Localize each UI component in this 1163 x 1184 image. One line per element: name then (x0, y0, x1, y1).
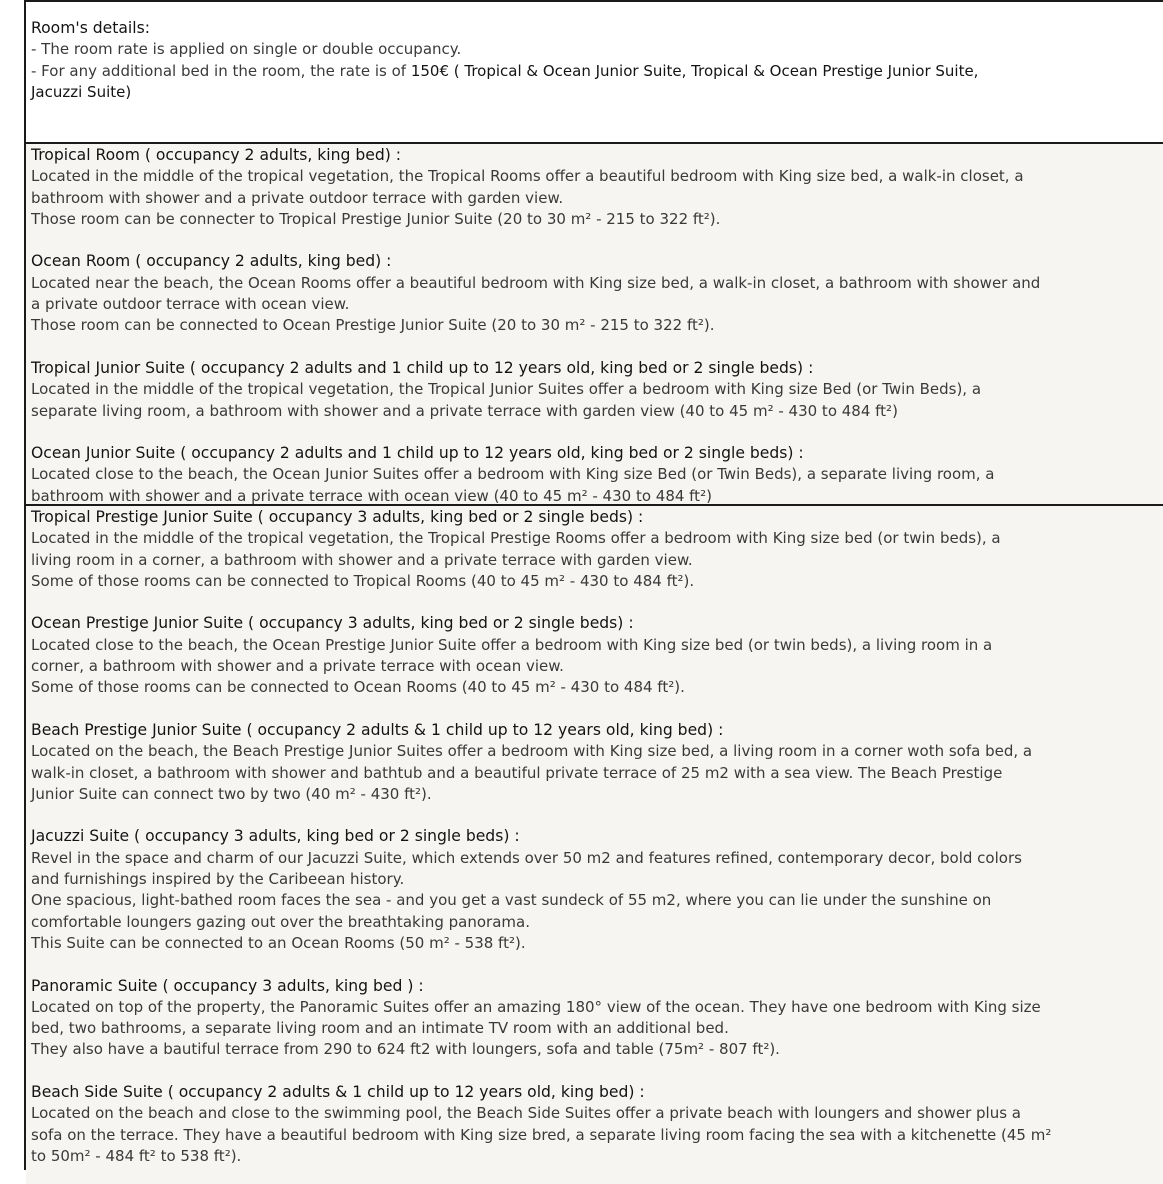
room-title: Tropical Junior Suite ( occupancy 2 adults and 1 child up to 12 years old, king bed or 2 single beds) : (31, 358, 814, 377)
room-description-line: Located close to the beach, the Ocean Junior Suites offer a bedroom with King size Bed (or Twin Beds), a separate living room, a (31, 465, 995, 484)
room-description-line: Located near the beach, the Ocean Rooms offer a beautiful bedroom with King size bed, a walk-in closet, a bathroom with shower and (31, 273, 1041, 292)
room-tropical-room (31, 145, 1150, 230)
room-panoramic-suite (31, 976, 1150, 1061)
intro-heading: Room's details: (31, 19, 150, 37)
room-beach-prestige-junior-suite (31, 720, 1150, 805)
room-description-line: comfortable loungers gazing out over the breathtaking panorama. (31, 912, 530, 931)
room-description-line: corner, a bathroom with shower and a private terrace with ocean view. (31, 657, 564, 676)
room-description-line: Those room can be connected to Ocean Prestige Junior Suite (20 to 30 m² - 215 to 322 ft²). (31, 316, 715, 335)
room-descriptions-section-b (26, 504, 1163, 1184)
room-description-line: Located in the middle of the tropical vegetation, the Tropical Prestige Rooms offer a bedroom with King size bed (or twin beds), a (31, 529, 1001, 548)
room-title: Tropical Room ( occupancy 2 adults, king bed) : (31, 146, 402, 164)
intro-line-additional-bed-prefix: - For any additional bed in the room, the rate is of (31, 61, 411, 80)
intro-line-occupancy: - The room rate is applied on single or double occupancy. (31, 40, 462, 59)
room-description-line: Located on the beach and close to the swimming pool, the Beach Side Suites offer a private beach with loungers and shower plus a (31, 1104, 1021, 1123)
room-descriptions-section-a (26, 142, 1163, 504)
room-description-line: They also have a bautiful terrace from 290 to 624 ft2 with loungers, sofa and table (75m² - 807 ft²). (31, 1040, 780, 1059)
room-description-line: a private outdoor terrace with ocean view. (31, 295, 350, 314)
room-details-intro (26, 2, 1163, 142)
room-beach-side-suite (31, 1082, 1150, 1167)
room-description-line: Some of those rooms can be connected to Ocean Rooms (40 to 45 m² - 430 to 484 ft²). (31, 678, 685, 697)
room-description-line: Junior Suite can connect two by two (40 m² - 430 ft²). (31, 784, 432, 803)
room-title: Beach Side Suite ( occupancy 2 adults & 1 child up to 12 years old, king bed) : (31, 1083, 645, 1102)
room-description-line: walk-in closet, a bathroom with shower and bathtub and a beautiful private terrace of 25 m2 with a sea view. The Beach Prestige (31, 763, 1003, 782)
room-tropical-prestige-junior-suite (31, 507, 1150, 592)
room-ocean-room (31, 251, 1150, 336)
room-tropical-junior-suite (31, 358, 1150, 422)
room-description-line: bathroom with shower and a private terrace with ocean view (40 to 45 m² - 430 to 484 ft²) (31, 486, 712, 504)
room-description-line: This Suite can be connected to an Ocean Rooms (50 m² - 538 ft²). (31, 933, 526, 952)
room-description-line: Located close to the beach, the Ocean Prestige Junior Suite offer a bedroom with King size bed (or twin beds), a living room in a (31, 635, 993, 654)
room-title: Ocean Prestige Junior Suite ( occupancy 3 adults, king bed or 2 single beds) : (31, 614, 634, 633)
room-ocean-prestige-junior-suite (31, 613, 1150, 698)
room-ocean-junior-suite (31, 443, 1150, 504)
room-title: Jacuzzi Suite ( occupancy 3 adults, king bed or 2 single beds) : (31, 827, 520, 846)
room-description-line: Located on the beach, the Beach Prestige Junior Suites offer a bedroom with King size bed, a living room in a corner woth sofa bed, a (31, 742, 1033, 761)
room-title: Panoramic Suite ( occupancy 3 adults, king bed ) : (31, 976, 424, 995)
intro-line-additional-bed-rate: 150€ ( Tropical & Ocean Junior Suite, Tropical & Ocean Prestige Junior Suite, (410, 61, 979, 80)
room-description-line: Located in the middle of the tropical vegetation, the Tropical Rooms offer a beautiful bedroom with King size bed, a walk-in closet, a (31, 167, 1024, 186)
room-title: Tropical Prestige Junior Suite ( occupancy 3 adults, king bed or 2 single beds) : (31, 508, 644, 526)
room-description-line: bed, two bathrooms, a separate living room and an intimate TV room with an additional bed. (31, 1019, 729, 1038)
room-description-line: separate living room, a bathroom with shower and a private terrace with garden view (40 to 45 m² - 430 to 484 ft²) (31, 401, 898, 420)
room-description-line: One spacious, light-bathed room faces the sea - and you get a vast sundeck of 55 m2, where you can lie under the sunshine on (31, 891, 992, 910)
room-description-line: Located in the middle of the tropical vegetation, the Tropical Junior Suites offer a bedroom with King size Bed (or Twin Beds), a (31, 380, 982, 399)
intro-line-additional-bed (31, 61, 1150, 82)
room-description-line: living room in a corner, a bathroom with shower and a private terrace with garden view. (31, 550, 693, 569)
room-description-line: Those room can be connecter to Tropical Prestige Junior Suite (20 to 30 m² - 215 to 322 ft²). (31, 209, 721, 228)
room-jacuzzi-suite (31, 826, 1150, 954)
room-title: Ocean Junior Suite ( occupancy 2 adults and 1 child up to 12 years old, king bed or 2 single beds) : (31, 444, 804, 463)
room-description-line: sofa on the terrace. They have a beautiful bedroom with King size bred, a separate living room facing the sea with a kitchenette (45 m² (31, 1125, 1052, 1144)
room-description-line: and furnishings inspired by the Caribeean history. (31, 870, 405, 889)
room-description-line: Some of those rooms can be connected to Tropical Rooms (40 to 45 m² - 430 to 484 ft²). (31, 571, 695, 590)
document-frame (24, 0, 1163, 1170)
room-description-line: Located on top of the property, the Panoramic Suites offer an amazing 180° view of the ocean. They have one bedroom with King size (31, 997, 1041, 1016)
room-title: Ocean Room ( occupancy 2 adults, king bed) : (31, 252, 392, 271)
room-description-line: bathroom with shower and a private outdoor terrace with garden view. (31, 188, 564, 207)
room-description-line: Revel in the space and charm of our Jacuzzi Suite, which extends over 50 m2 and features refined, contemporary decor, bold colors (31, 848, 1022, 867)
intro-line-suites: Jacuzzi Suite) (31, 82, 132, 101)
room-title: Beach Prestige Junior Suite ( occupancy 2 adults & 1 child up to 12 years old, king bed) : (31, 720, 724, 739)
room-description-line: to 50m² - 484 ft² to 538 ft²). (31, 1146, 242, 1165)
